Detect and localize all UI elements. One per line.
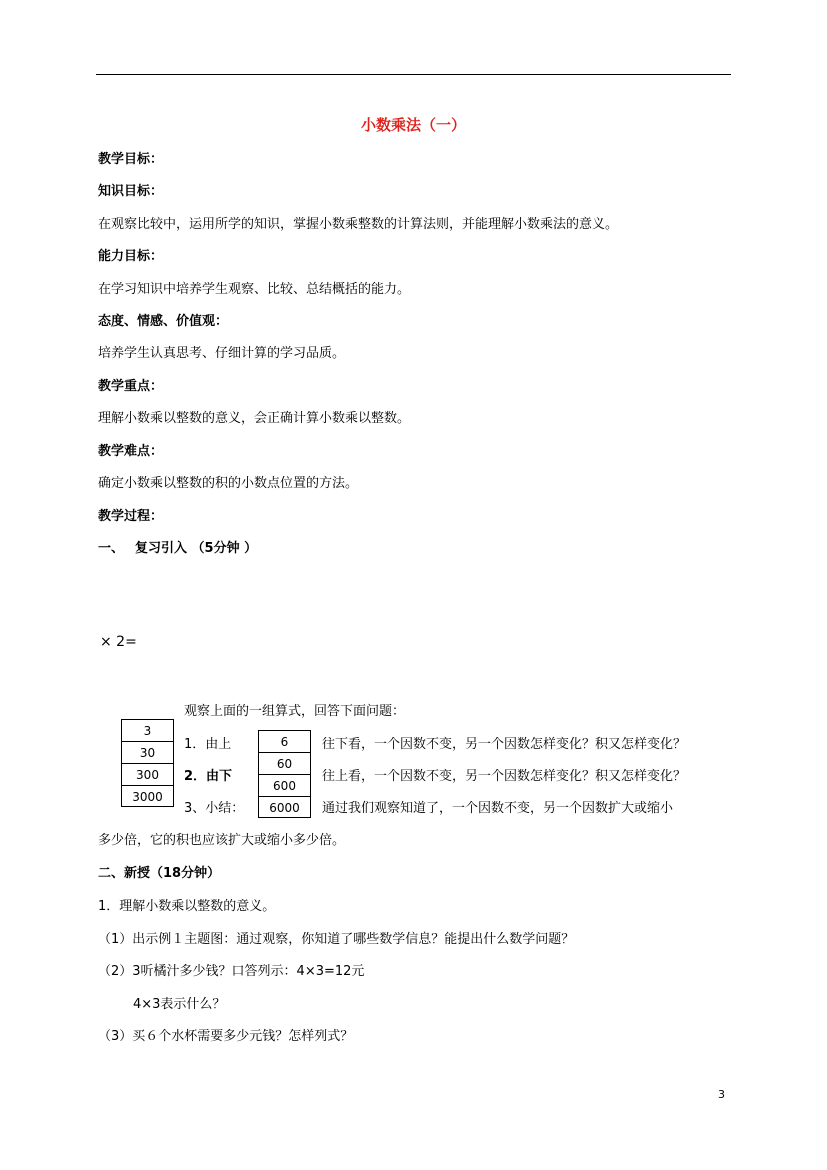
right-number-box (258, 730, 311, 818)
process-heading: 教学过程： (98, 509, 164, 524)
question-3-text: 通过我们观察知道了，一个因数不变，另一个因数扩大或缩小 (322, 801, 674, 816)
difficult-text: 确定小数乘以整数的积的小数点位置的方法。 (98, 476, 359, 491)
left-box-cell: 3 (122, 720, 173, 742)
section-2-heading: 二、新授（18分钟） (98, 866, 221, 881)
page-title: 小数乘法（一） (360, 116, 466, 134)
question-2-label: 2．由下 (184, 769, 233, 784)
right-box-cell: 6000 (269, 801, 300, 815)
question-2-text: 往上看，一个因数不变，另一个因数怎样变化？积又怎样变化？ (322, 769, 687, 784)
section-1-heading: 一、 复习引入 （5分钟 ） (98, 541, 258, 556)
question-1-text: 往下看，一个因数不变，另一个因数怎样变化？积又怎样变化？ (322, 737, 687, 752)
item-1-2: （2）3听橘汁多少钱？口答列示：4×3=12元 (98, 964, 365, 979)
question-3-continued: 多少倍，它的积也应该扩大或缩小多少倍。 (98, 833, 346, 848)
left-box-cell: 3000 (132, 790, 163, 804)
difficult-heading: 教学难点： (98, 444, 164, 459)
left-box-cell: 300 (122, 764, 173, 786)
right-box-cell: 60 (259, 753, 310, 775)
item-1-2-continued: 4×3表示什么？ (133, 997, 226, 1012)
attitude-text: 培养学生认真思考、仔细计算的学习品质。 (98, 346, 346, 361)
item-1-3: （3）买６个水杯需要多少元钱？怎样列式？ (98, 1029, 354, 1044)
left-number-box (121, 719, 174, 807)
goal-heading: 教学目标： (98, 152, 164, 167)
key-text: 理解小数乘以整数的意义，会正确计算小数乘以整数。 (98, 411, 411, 426)
knowledge-heading: 知识目标： (98, 184, 164, 199)
ability-text: 在学习知识中培养学生观察、比较、总结概括的能力。 (98, 282, 411, 297)
key-heading: 教学重点： (98, 379, 164, 394)
right-box-cell: 600 (259, 775, 310, 797)
item-1-1: （1）出示例１主题图：通过观察，你知道了哪些数学信息？能提出什么数学问题？ (98, 932, 575, 947)
ability-heading: 能力目标： (98, 249, 164, 264)
right-box-cell: 6 (259, 731, 310, 753)
knowledge-text: 在观察比较中，运用所学的知识，掌握小数乘整数的计算法则，并能理解小数乘法的意义。 (98, 217, 619, 232)
attitude-heading: 态度、情感、价值观： (98, 314, 229, 329)
page-number: 3 (718, 1088, 725, 1101)
item-1: 1．理解小数乘以整数的意义。 (98, 899, 276, 914)
observe-intro: 观察上面的一组算式，回答下面问题： (184, 704, 406, 719)
left-box-cell: 30 (122, 742, 173, 764)
question-3-label: 3、小结： (184, 801, 245, 816)
question-1-label: 1．由上 (184, 737, 232, 752)
header-rule (96, 74, 731, 75)
multiply-expression: × 2= (100, 634, 137, 650)
